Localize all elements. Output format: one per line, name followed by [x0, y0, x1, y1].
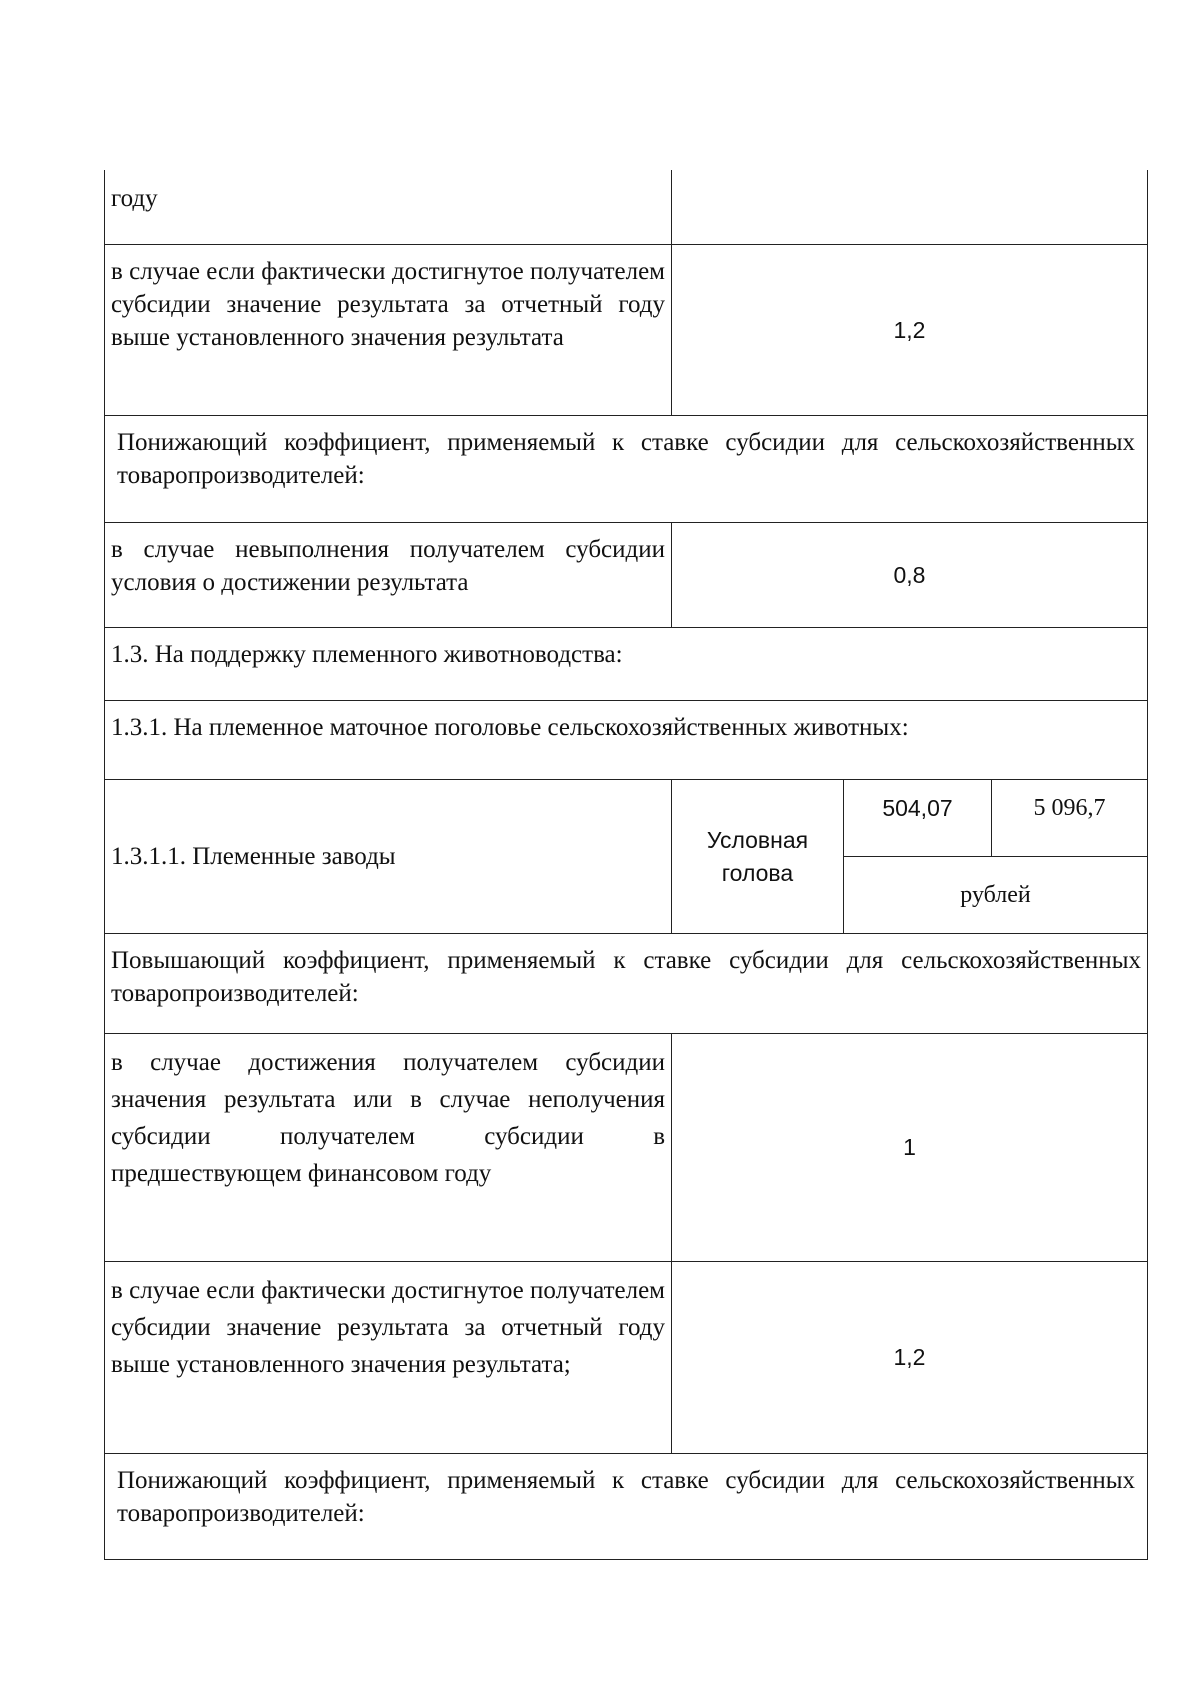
table-cell-label [105, 1034, 672, 1262]
rate-cell [844, 780, 992, 857]
table-cell-heading [105, 1454, 1148, 1560]
unit-cell [672, 780, 844, 934]
rate-value: 504,07 [882, 795, 953, 821]
table-cell-value [672, 1034, 1148, 1262]
currency-text: рублей [960, 881, 1031, 908]
coefficient-value: 1,2 [893, 316, 926, 343]
cell-text: Понижающий коэффициент, применяемый к ставке субсидии для сельскохозяйственных товаропроизводителей: [117, 429, 1135, 489]
table-cell-value [672, 1262, 1148, 1454]
section-heading [105, 628, 1148, 701]
table-cell-heading [105, 934, 1148, 1034]
cell-text: году [111, 185, 158, 212]
amount-cell [992, 780, 1148, 857]
unit-text: Условная голова [706, 826, 809, 886]
amount-value: 5 096,7 [1033, 795, 1106, 821]
table-cell-value [672, 245, 1148, 416]
cell-text: в случае если фактически достигнутое получателем субсидии значение результата за отчетный году выше установленного значения результата [111, 258, 665, 351]
item-name-cell [105, 780, 672, 934]
table-cell-label [105, 170, 672, 245]
table-cell-label [105, 1262, 672, 1454]
subsidy-table [104, 170, 1148, 1560]
cell-text: 1.3.1. На племенное маточное поголовье сельскохозяйственных животных: [111, 714, 909, 741]
cell-text: в случае достижения получателем субсидии значения результата или в случае неполучения субсидии получателем субсидии в предшествующем финансовом году [111, 1049, 665, 1187]
table-cell-label [105, 523, 672, 628]
cell-text: Понижающий коэффициент, применяемый к ставке субсидии для сельскохозяйственных товаропроизводителей: [117, 1467, 1135, 1527]
cell-text: в случае невыполнения получателем субсидии условия о достижении результата [111, 536, 665, 596]
subsection-heading [105, 701, 1148, 780]
table-cell-value [672, 523, 1148, 628]
table-cell-heading [105, 416, 1148, 523]
coefficient-value: 0,8 [893, 561, 926, 588]
coefficient-value: 1,2 [893, 1344, 926, 1370]
table-cell-empty [672, 170, 1148, 245]
coefficient-value: 1 [903, 1134, 916, 1160]
cell-text: в случае если фактически достигнутое получателем субсидии значение результата за отчетный году выше установленного значения результата; [111, 1277, 665, 1378]
cell-text: Повышающий коэффициент, применяемый к ставке субсидии для сельскохозяйственных товаропроизводителей: [111, 947, 1141, 1007]
cell-text: 1.3.1.1. Племенные заводы [111, 843, 396, 870]
cell-text: 1.3. На поддержку племенного животноводства: [111, 641, 623, 668]
table-cell-label [105, 245, 672, 416]
currency-cell [844, 857, 1148, 934]
